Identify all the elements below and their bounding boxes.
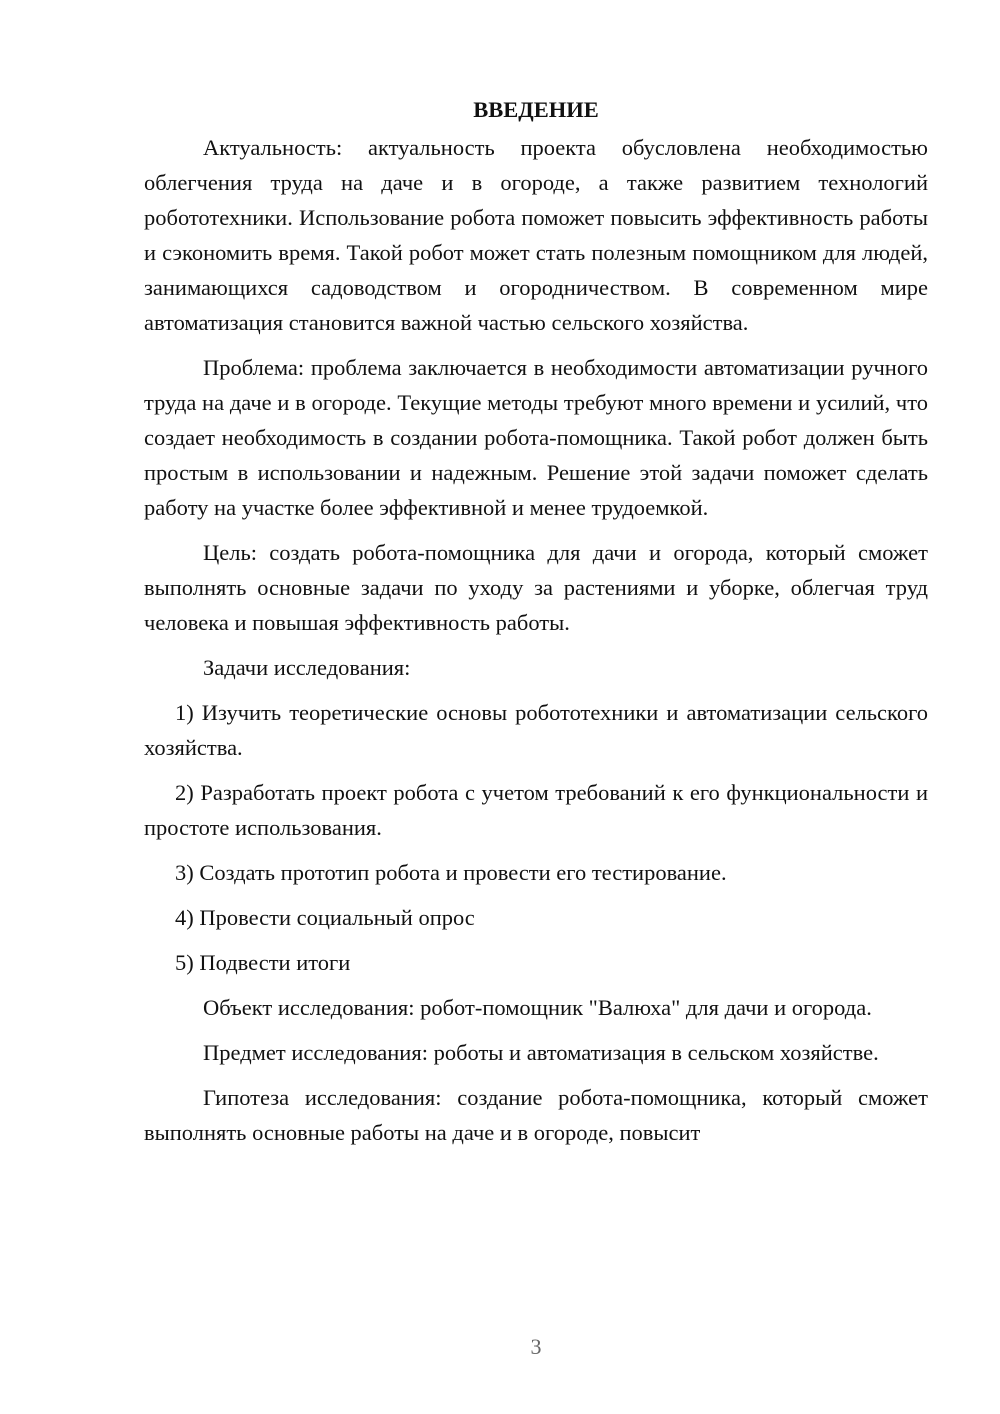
document-page <box>144 92 928 1150</box>
list-item: 3) Создать прототип робота и провести его тестирование. <box>175 860 727 885</box>
list-item: 5) Подвести итоги <box>175 950 351 975</box>
paragraph-object: Объект исследования: робот-помощник "Валюха" для дачи и огорода. <box>203 995 872 1020</box>
tasks-list <box>144 695 928 980</box>
list-item: 4) Провести социальный опрос <box>175 905 475 930</box>
paragraph-hypothesis: Гипотеза исследования: создание робота-помощника, который сможет выполнять основные работы на даче и в огороде, повысит <box>144 1085 928 1145</box>
paragraph-subject: Предмет исследования: роботы и автоматизация в сельском хозяйстве. <box>203 1040 879 1065</box>
tasks-heading: Задачи исследования: <box>203 655 411 680</box>
page-number: 3 <box>530 1334 542 1359</box>
paragraph-goal: Цель: создать робота-помощника для дачи и огорода, который сможет выполнять основные задачи по уходу за растениями и уборке, облегчая труд человека и повышая эффективность работы. <box>144 540 928 635</box>
paragraph-relevance: Актуальность: актуальность проекта обусловлена необходимостью облегчения труда на даче и в огороде, а также развитием технологий робототехники. Использование робота поможет повысить эффективность работы и сэкономить время. Такой робот может стать полезным помощником для людей, занимающихся садоводством и огородничеством. В современном мире автоматизация становится важной частью сельского хозяйства. <box>144 135 928 335</box>
paragraph-problem: Проблема: проблема заключается в необходимости автоматизации ручного труда на даче и в огороде. Текущие методы требуют много времени и усилий, что создает необходимость в создании робота-помощника. Такой робот должен быть простым в использовании и надежным. Решение этой задачи поможет сделать работу на участке более эффективной и менее трудоемкой. <box>144 355 928 520</box>
list-item: 2) Разработать проект робота с учетом требований к его функциональности и простоте использования. <box>144 780 928 840</box>
list-item: 1) Изучить теоретические основы робототехники и автоматизации сельского хозяйства. <box>144 700 928 760</box>
page-title: ВВЕДЕНИЕ <box>473 97 599 122</box>
